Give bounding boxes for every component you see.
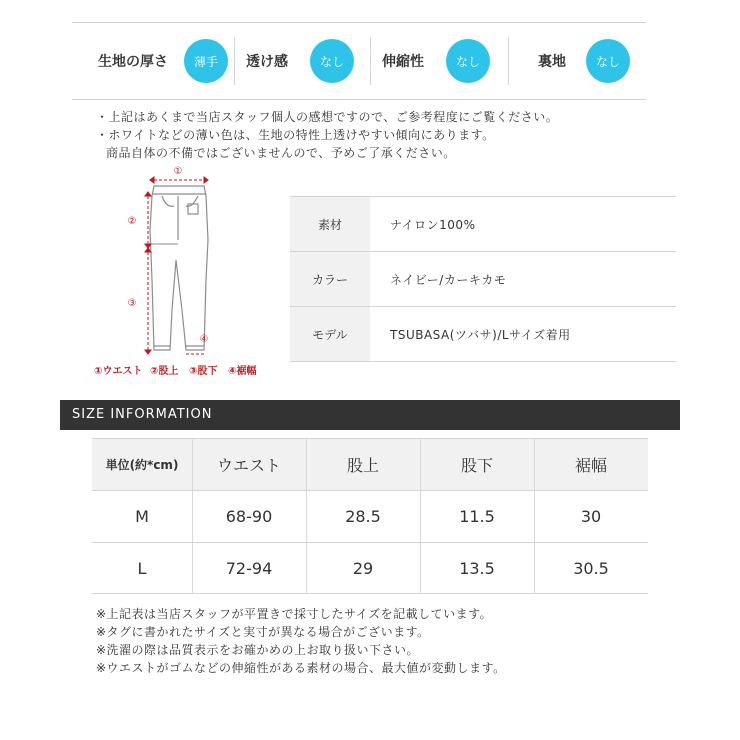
pants-outline xyxy=(150,186,208,350)
attribute-label: 伸縮性 xyxy=(382,54,424,70)
spec-label: モデル xyxy=(290,307,370,361)
section-title: SIZE INFORMATION xyxy=(72,407,213,422)
attribute-badge: なし xyxy=(586,39,630,83)
fabric-attributes xyxy=(72,22,646,100)
legend-inseam: ③股下 xyxy=(189,366,218,377)
table-cell: 28.5 xyxy=(345,506,381,526)
table-cell: 30.5 xyxy=(573,558,609,578)
attribute-badge: 薄手 xyxy=(184,39,228,83)
spec-row-model xyxy=(290,307,676,362)
attribute-label: 生地の厚さ xyxy=(98,54,168,70)
attribute-label: 裏地 xyxy=(538,54,566,70)
legend-waist: ①ウエスト xyxy=(94,366,143,377)
table-cell: 11.5 xyxy=(459,506,495,526)
spec-row-material xyxy=(290,197,676,252)
note-line: 商品自体の不備ではございませんので、予めご了承ください。 xyxy=(106,146,456,160)
marker-inseam: ③ xyxy=(127,298,137,309)
marker-rise: ② xyxy=(127,216,137,227)
spec-value: TSUBASA(ツバサ)/Lサイズ着用 xyxy=(390,327,571,342)
attribute-thickness xyxy=(72,23,216,99)
attribute-badge: なし xyxy=(446,39,490,83)
size-label: L xyxy=(137,558,147,578)
table-cell: 29 xyxy=(352,558,374,578)
marker-hem: ④ xyxy=(199,334,209,345)
spec-value: ナイロン100% xyxy=(390,217,476,232)
note-line: ※タグに書かれたサイズと実寸が異なる場合がございます。 xyxy=(96,625,430,639)
header-waist: ウエスト xyxy=(216,455,281,475)
table-cell: 30 xyxy=(580,506,602,526)
header-inseam: 股下 xyxy=(460,455,493,475)
spec-table xyxy=(290,196,676,363)
pants-illustration xyxy=(92,160,282,375)
size-table xyxy=(92,438,648,594)
size-information-header xyxy=(60,400,680,430)
table-cell: 13.5 xyxy=(459,558,495,578)
table-cell: 68-90 xyxy=(225,506,273,526)
spec-label: 素材 xyxy=(290,197,370,251)
legend-hem: ④裾幅 xyxy=(228,366,257,377)
marker-waist: ① xyxy=(173,166,183,177)
attribute-sheerness xyxy=(234,23,374,99)
size-label: M xyxy=(135,506,149,526)
attribute-label: 透け感 xyxy=(246,54,288,70)
spec-row-color xyxy=(290,252,676,307)
spec-label: カラー xyxy=(290,252,370,306)
header-hem: 裾幅 xyxy=(574,455,607,475)
header-unit: 単位(約*cm) xyxy=(105,457,179,472)
note-line: ※洗濯の際は品質表示をお確かめの上お取り扱い下さい。 xyxy=(96,643,420,657)
note-line: ※ウエストがゴムなどの伸縮性がある素材の場合、最大値が変動します。 xyxy=(96,661,506,675)
attribute-lining xyxy=(508,23,646,99)
table-cell: 72-94 xyxy=(225,558,273,578)
attribute-stretch xyxy=(370,23,510,99)
measurement-diagram xyxy=(92,160,282,375)
note-line: ※上記表は当店スタッフが平置きで採寸したサイズを記載しています。 xyxy=(96,607,493,621)
legend-rise: ②股上 xyxy=(150,366,179,377)
note-line: ・上記はあくまで当店スタッフ個人の感想ですので、ご参考程度にご覧ください。 xyxy=(96,110,559,124)
header-rise: 股上 xyxy=(346,455,379,475)
attribute-badge: なし xyxy=(310,39,354,83)
note-line: ・ホワイトなどの薄い色は、生地の特性上透けやすい傾向にあります。 xyxy=(96,128,495,142)
spec-value: ネイビー/カーキカモ xyxy=(390,272,507,287)
